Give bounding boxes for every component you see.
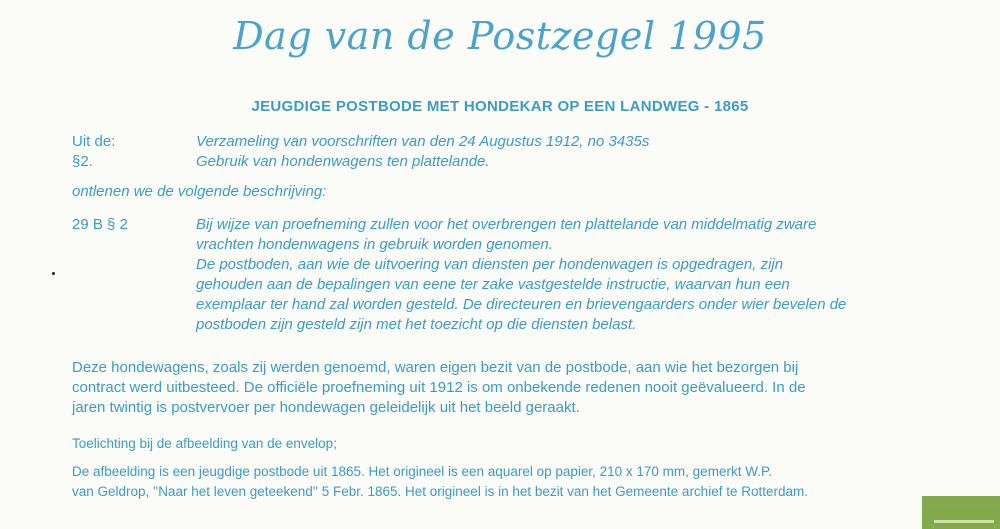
source-label-1: Uit de: (72, 133, 116, 150)
quote-line: vrachten hondenwagens in gebruik worden genomen. (196, 236, 553, 253)
source-text-2: Gebruik van hondenwagens ten plattelande. (196, 153, 490, 170)
stray-dot (52, 272, 55, 275)
history-paragraph (72, 358, 920, 418)
paragraph-line: jaren twintig is postvervoer per hondewagen geleidelijk uit het beeld geraakt. (72, 399, 580, 416)
note-paragraph (72, 462, 920, 502)
note-heading: Toelichting bij de afbeelding van de envelop; (72, 436, 337, 451)
quote-line: gehouden aan de bepalingen van eene ter zake vastgestelde instructie, waarvan hun een (196, 276, 790, 293)
quote-line: postboden zijn gesteld zijn met het toezicht op die diensten belast. (196, 316, 637, 333)
source-label-2: §2. (72, 153, 93, 170)
source-text-1: Verzameling van voorschriften van den 24 Augustus 1912, no 3435s (196, 133, 650, 150)
card-subtitle: JEUGDIGE POSTBODE MET HONDEKAR OP EEN LANDWEG - 1865 (251, 98, 749, 115)
quote-label: 29 B § 2 (72, 216, 128, 233)
corner-mark (922, 496, 1000, 529)
quote-line: exemplaar ter hand zal worden gesteld. De directeuren en brievengaarders onder wier bevelen de (196, 296, 847, 313)
paragraph-line: Deze hondewagens, zoals zij werden genoemd, waren eigen bezit van de postbode, aan wie het bezorgen bij (72, 359, 799, 376)
quote-block (196, 215, 918, 335)
paragraph-line: contract werd uitbesteed. De officiële proefneming uit 1912 is om onbekende redenen nooit geëvalueerd. In de (72, 379, 806, 396)
card-title: Dag van de Postzegel 1995 (233, 14, 767, 58)
note-line: De afbeelding is een jeugdige postbode uit 1865. Het origineel is een aquarel op papier, 210 x 170 mm, gemerkt W.P. (72, 464, 772, 479)
quote-line: Bij wijze van proefneming zullen voor het overbrengen ten plattelande van middelmatig zware (196, 216, 817, 233)
intro-text: ontlenen we de volgende beschrijving: (72, 183, 327, 200)
quote-line: De postboden, aan wie de uitvoering van diensten per hondenwagen is opgedragen, zijn (196, 256, 784, 273)
note-line: van Geldrop, ''Naar het leven geteekend'' 5 Febr. 1865. Het origineel is in het bezit van het Gemeente archief te Rotterdam. (72, 484, 808, 499)
